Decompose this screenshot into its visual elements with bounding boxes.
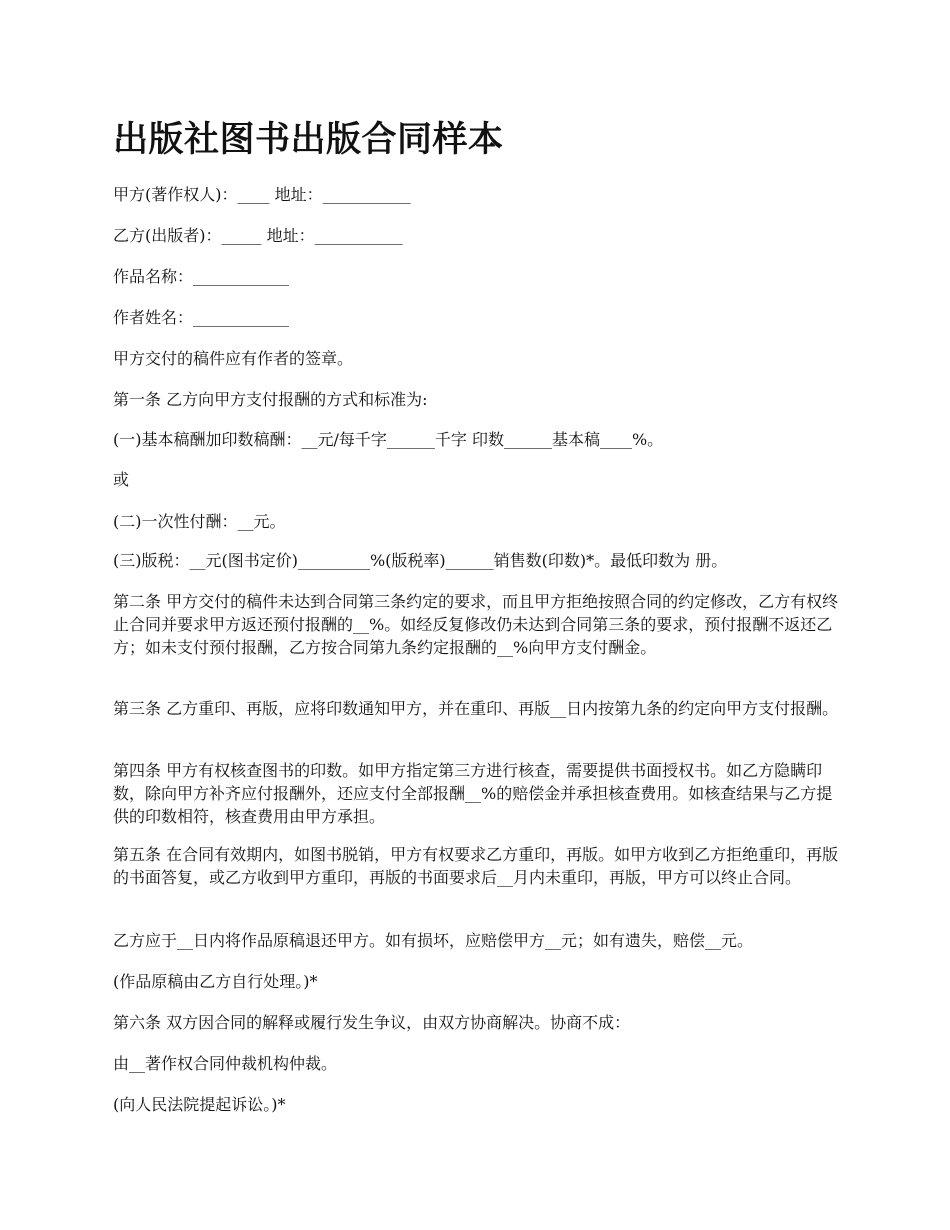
article-1-option-2: (二)一次性付酬：__元。 [113, 512, 286, 531]
work-title-line: 作品名称：____________ [113, 267, 290, 286]
arbitration-clause: 由__著作权合同仲裁机构仲裁。 [113, 1054, 338, 1073]
article-1-option-3: (三)版税：__元(图书定价)_________%(版税率)______销售数(印数)*。最低印数为 册。 [113, 551, 728, 570]
article-2: 第二条 甲方交付的稿件未达到合同第三条约定的要求，而且甲方拒绝按照合同的约定修改，乙方有权终止合同并要求甲方返还预付报酬的__%。如经反复修改仍未达到合同第三条的要求，预付报酬不返还乙方；如未支付预付报酬，乙方按合同第九条约定报酬的__%向甲方支付酬金。 [113, 592, 839, 657]
manuscript-handling-note: (作品原稿由乙方自行处理。)* [113, 972, 318, 991]
article-1-heading: 第一条 乙方向甲方支付报酬的方式和标准为: [113, 390, 428, 409]
manuscript-signature-note: 甲方交付的稿件应有作者的签章。 [113, 349, 354, 368]
party-a-line: 甲方(著作权人)：____ 地址：___________ [113, 185, 411, 204]
article-3: 第三条 乙方重印、再版，应将印数通知甲方，并在重印、再版__日内按第九条的约定向甲方支付报酬。 [113, 699, 839, 718]
litigation-clause: (向人民法院提起诉讼。)* [113, 1095, 286, 1114]
party-b-line: 乙方(出版者)：_____ 地址：___________ [113, 226, 403, 245]
author-name-line: 作者姓名：____________ [113, 308, 290, 327]
article-4: 第四条 甲方有权核查图书的印数。如甲方指定第三方进行核查，需要提供书面授权书。如乙方隐瞒印数，除向甲方补齐应付报酬外，还应支付全部报酬__%的赔偿金并承担核查费用。如核查结果与乙方提供的印数相符，核查费用由甲方承担。 [113, 761, 833, 826]
article-5: 第五条 在合同有效期内，如图书脱销，甲方有权要求乙方重印，再版。如甲方收到乙方拒绝重印，再版的书面答复，或乙方收到甲方重印，再版的书面要求后__月内未重印，再版，甲方可以终止合同。 [113, 845, 839, 887]
article-1-option-1: (一)基本稿酬加印数稿酬：__元/每千字______千字 印数______基本稿____%。 [113, 430, 664, 449]
manuscript-return-clause: 乙方应于__日内将作品原稿退还甲方。如有损坏，应赔偿甲方__元；如有遗失，赔偿__元。 [113, 931, 754, 950]
article-6: 第六条 双方因合同的解释或履行发生争议，由双方协商解决。协商不成： [113, 1013, 631, 1032]
article-1-or: 或 [113, 470, 130, 489]
document-title: 出版社图书出版合同样本 [113, 119, 504, 160]
